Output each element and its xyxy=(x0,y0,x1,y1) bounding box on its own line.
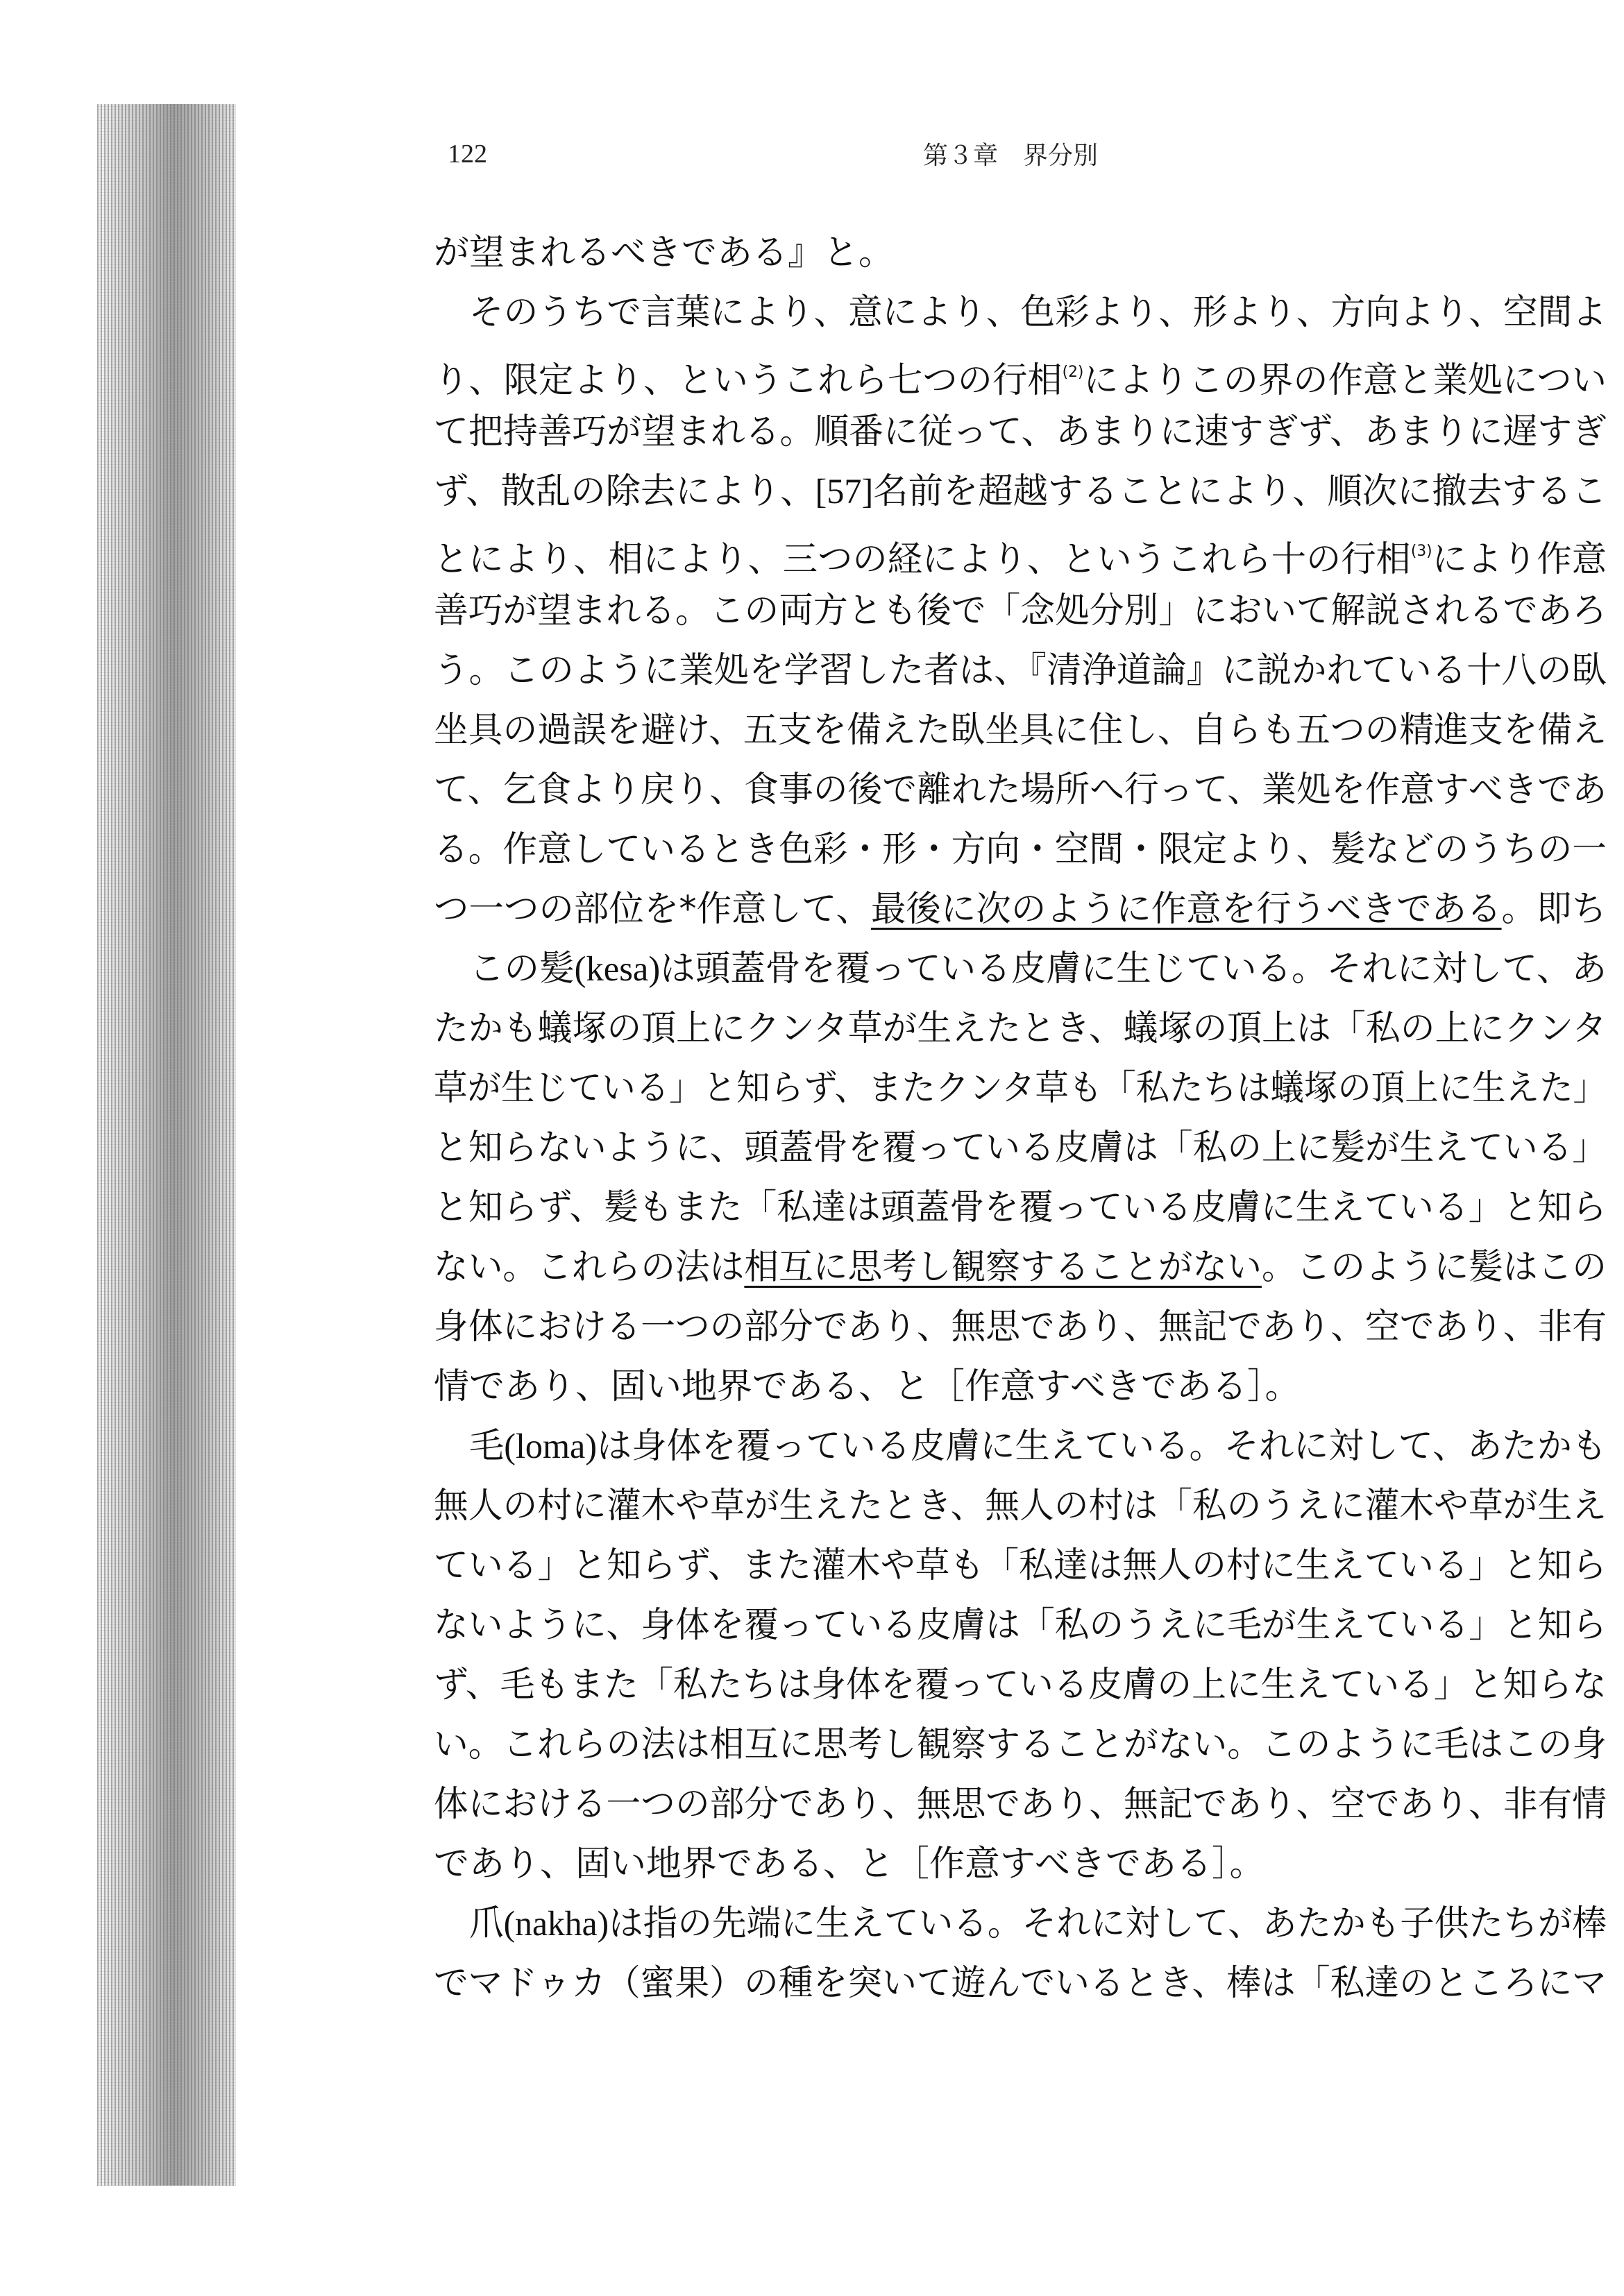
text-run: 爪 xyxy=(469,1903,504,1944)
text-line xyxy=(434,1059,1607,1119)
text-run: ず、散乱の除去により、 xyxy=(434,471,815,512)
text-line xyxy=(434,701,1607,760)
text-line-content: て把持善巧が望まれる。順番に従って、あまりに速すぎず、あまりに遅すぎ xyxy=(434,411,1607,452)
text-line-content xyxy=(434,343,1607,411)
text-line-content: い。これらの法は相互に思考し観察することがない。このように毛はこの身 xyxy=(434,1724,1607,1765)
text-line-content xyxy=(434,462,1607,522)
text-line xyxy=(434,1477,1607,1536)
text-line xyxy=(434,820,1607,880)
text-line-content xyxy=(469,1417,1607,1477)
text-line-content: と知らないように、頭蓋骨を覆っている皮膚は「私の上に髪が生えている」 xyxy=(434,1128,1607,1168)
text-line-content: たかも蟻塚の頂上にクンタ草が生えたとき、蟻塚の頂上は「私の上にクンタ xyxy=(434,1008,1607,1049)
text-line xyxy=(434,1656,1607,1715)
text-run: は指の先端に生えている。それに対して、あたかも子供たちが棒 xyxy=(609,1903,1607,1944)
underlined-phrase: 最後に次のように作意を行うべきである xyxy=(870,889,1502,930)
text-run: により作意 xyxy=(1432,539,1607,580)
text-line-content: ないように、身体を覆っている皮膚は「私のうえに毛が生えている」と知ら xyxy=(434,1605,1607,1646)
text-line xyxy=(434,939,1607,999)
text-line-content: そのうちで言葉により、意により、色彩より、形より、方向より、空間よ xyxy=(469,292,1607,333)
running-head-title: 第３章 界分別 xyxy=(923,142,1099,170)
text-line-content xyxy=(469,939,1607,999)
text-line xyxy=(434,343,1607,402)
body-text xyxy=(434,223,1607,2014)
text-line-content: 善巧が望まれる。この両方とも後で「念処分別」において解説されるであろ xyxy=(434,590,1607,631)
text-line-content: ている」と知らず、また灌木や草も「私達は無人の村に生えている」と知ら xyxy=(434,1545,1607,1586)
latin-term: (nakha) xyxy=(503,1905,609,1944)
text-line xyxy=(434,581,1607,641)
text-run: 毛 xyxy=(469,1426,505,1467)
text-line-content: と知らず、髪もまた「私達は頭蓋骨を覆っている皮膚に生えている」と知ら xyxy=(434,1187,1607,1228)
text-line xyxy=(434,1775,1607,1835)
text-run: は身体を覆っている皮膚に生えている。それに対して、あたかも xyxy=(597,1426,1607,1467)
text-line xyxy=(434,283,1607,343)
text-line xyxy=(434,999,1607,1059)
text-run: り、限定より、というこれら七つの行相 xyxy=(434,360,1063,401)
text-line-content: 身体における一つの部分であり、無思であり、無記であり、空であり、非有 xyxy=(434,1307,1607,1347)
latin-term: (loma) xyxy=(504,1427,598,1466)
text-line xyxy=(434,760,1607,820)
text-run: 。即ち xyxy=(1501,889,1607,930)
latin-term: [57] xyxy=(815,473,874,511)
text-line xyxy=(434,1954,1607,2014)
text-line xyxy=(434,1178,1607,1238)
text-line xyxy=(434,462,1607,522)
text-line-content: 草が生じている」と知らず、またクンタ草も「私たちは蟻塚の頂上に生えた」 xyxy=(434,1068,1607,1109)
text-line-content: が望まれるべきである』と。 xyxy=(434,232,895,273)
book-gutter-shadow xyxy=(97,104,236,2186)
text-line-content: ず、毛もまた「私たちは身体を覆っている皮膚の上に生えている」と知らな xyxy=(434,1665,1607,1706)
text-line-content: 坐具の過誤を避け、五支を備えた臥坐具に住し、自らも五つの精進支を備え xyxy=(434,710,1607,751)
text-line xyxy=(434,223,1607,283)
text-line xyxy=(434,880,1607,939)
text-line xyxy=(434,1417,1607,1477)
text-run: 名前を超越することにより、順次に撤去するこ xyxy=(873,471,1607,512)
latin-term: (kesa) xyxy=(574,950,661,989)
underlined-phrase: 相互に思考し観察することがない xyxy=(744,1247,1262,1288)
text-line-content: であり、固い地界である、と［作意すべきである］。 xyxy=(434,1844,1265,1885)
text-line-content: 情であり、固い地界である、と［作意すべきである］。 xyxy=(434,1366,1301,1407)
note-reference: (2) xyxy=(1062,364,1084,381)
text-line-content: 体における一つの部分であり、無思であり、無記であり、空であり、非有情 xyxy=(434,1784,1607,1825)
text-line xyxy=(434,1238,1607,1298)
text-run: つ一つの部位を*作意して、 xyxy=(434,889,871,930)
text-line-content xyxy=(434,522,1607,590)
text-line xyxy=(434,1894,1607,1954)
text-line-content: て、乞食より戻り、食事の後で離れた場所へ行って、業処を作意すべきであ xyxy=(434,769,1607,810)
text-line xyxy=(434,1536,1607,1596)
text-line-content: でマドゥカ（蜜果）の種を突いて遊んでいるとき、棒は「私達のところにマ xyxy=(434,1963,1607,2004)
text-run: ない。これらの法は xyxy=(434,1247,745,1288)
text-line-content: う。このように業処を学習した者は、『清浄道論』に説かれている十八の臥 xyxy=(434,650,1607,691)
note-reference: (3) xyxy=(1410,543,1432,560)
text-line xyxy=(434,1715,1607,1775)
text-line xyxy=(434,641,1607,701)
text-line xyxy=(434,1835,1607,1894)
text-line xyxy=(434,402,1607,462)
text-run: によりこの界の作意と業処につい xyxy=(1083,360,1607,401)
text-run: は頭蓋骨を覆っている皮膚に生じている。それに対して、あ xyxy=(660,949,1607,989)
page-number: 122 xyxy=(448,139,487,169)
text-run: この髪 xyxy=(469,949,575,989)
text-line xyxy=(434,1357,1607,1417)
text-run: とにより、相により、三つの経により、というこれら十の行相 xyxy=(434,539,1411,580)
text-line xyxy=(434,522,1607,581)
text-line-content: る。作意しているとき色彩・形・方向・空間・限定より、髪などのうちの一 xyxy=(434,829,1607,870)
text-run: 。このように髪はこの xyxy=(1261,1247,1607,1288)
text-line xyxy=(434,1596,1607,1656)
text-line-content xyxy=(434,880,1607,939)
text-line-content: 無人の村に灌木や草が生えたとき、無人の村は「私のうえに灌木や草が生え xyxy=(434,1486,1607,1527)
text-line xyxy=(434,1119,1607,1178)
text-line-content xyxy=(469,1894,1607,1954)
text-line-content xyxy=(434,1238,1607,1298)
text-line xyxy=(434,1298,1607,1357)
